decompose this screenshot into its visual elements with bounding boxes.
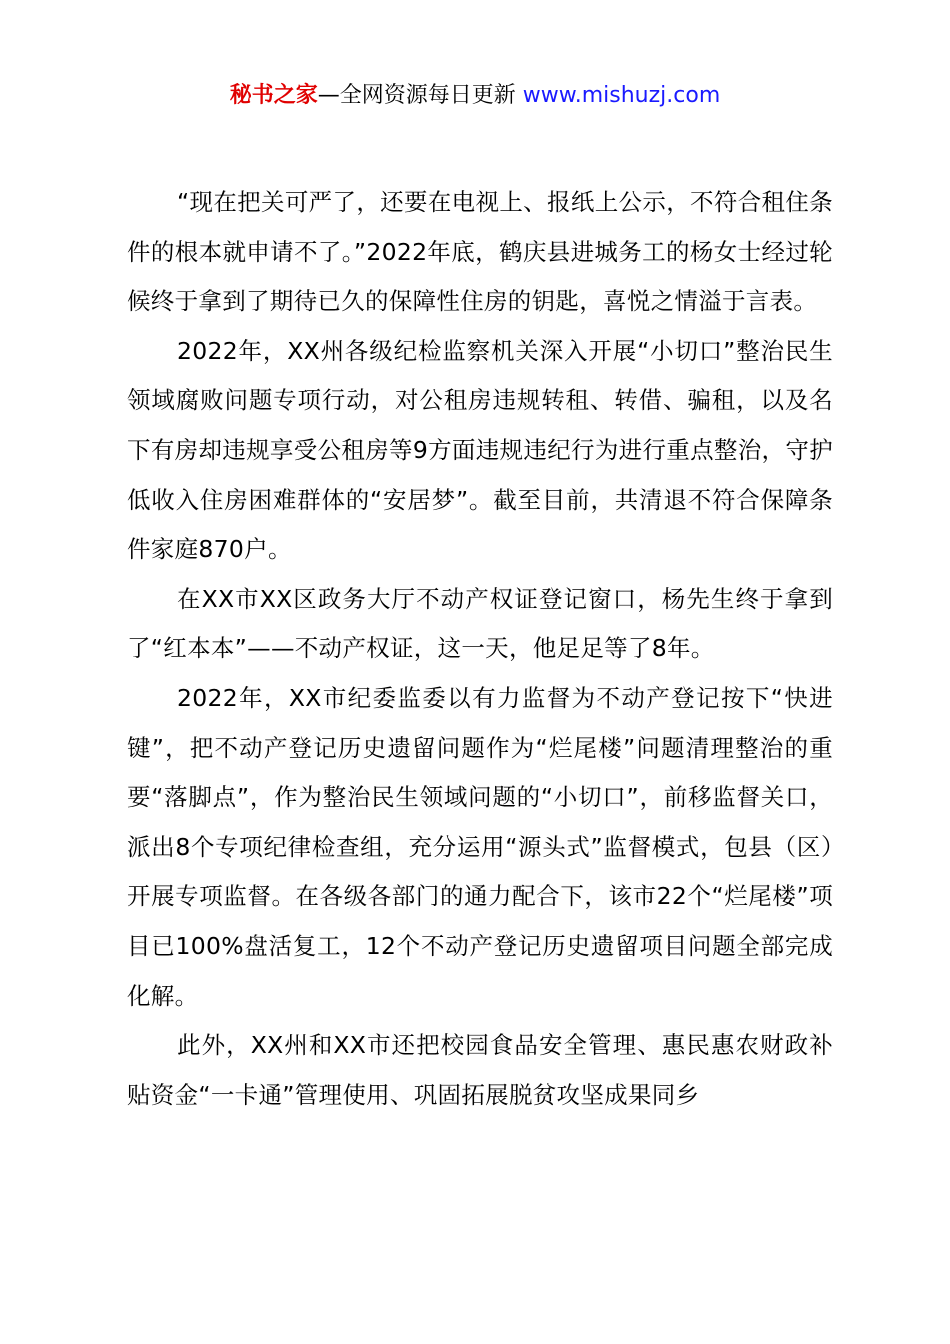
paragraph-4: 2022年，XX市纪委监委以有力监督为不动产登记按下“快进键”，把不动产登记历史遗留问题作为“烂尾楼”问题清理整治的重要“落脚点”，作为整治民生领域问题的“小切口”，前移监督关口，派出8个专项纪律检查组，充分运用“源头式”监督模式，包县（区）开展专项监督。在各级各部门的通力配合下，该市22个“烂尾楼”项目已100%盘活复工，12个不动产登记历史遗留项目问题全部完成化解。 <box>127 683 833 1010</box>
paragraph-1: “现在把关可严了，还要在电视上、报纸上公示，不符合租住条件的根本就申请不了。”2022年底，鹤庆县进城务工的杨女士经过轮候终于拿到了期待已久的保障性住房的钥匙，喜悦之情溢于言表。 <box>127 188 833 316</box>
paragraph-2: 2022年，XX州各级纪检监察机关深入开展“小切口”整治民生领域腐败问题专项行动，对公租房违规转租、转借、骗租，以及名下有房却违规享受公租房等9方面违规违纪行为进行重点整治，守护低收入住房困难群体的“安居梦”。截至目前，共清退不符合保障条件家庭870户。 <box>127 336 833 564</box>
brand-name: 秘书之家 <box>229 83 318 108</box>
site-url-link[interactable]: www.mishuzj.com <box>522 83 721 108</box>
article-body <box>127 178 833 1120</box>
paragraph-5: 此外，XX州和XX市还把校园食品安全管理、惠民惠农财政补贴资金“一卡通”管理使用、巩固拓展脱贫攻坚成果同乡 <box>127 1031 833 1109</box>
header-tagline: —全网资源每日更新 <box>317 83 516 108</box>
site-header <box>0 80 950 112</box>
paragraph-3: 在XX市XX区政务大厅不动产权证登记窗口，杨先生终于拿到了“红本本”——不动产权证，这一天，他足足等了8年。 <box>127 584 833 663</box>
